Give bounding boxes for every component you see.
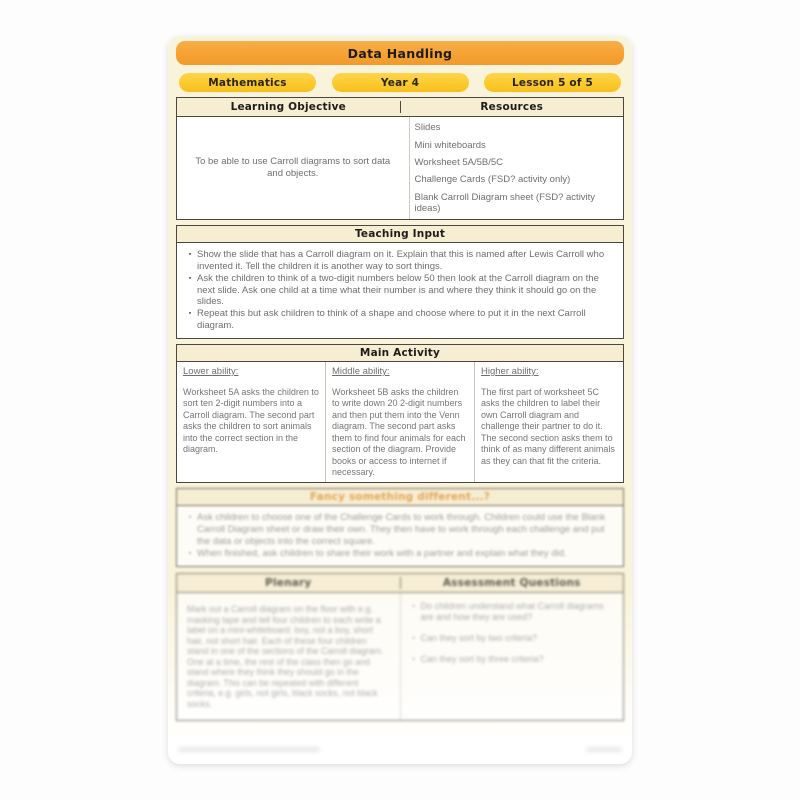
learning-objective-cell: To be able to use Carroll diagrams to sort data and objects. bbox=[195, 156, 391, 179]
meta-pills-row bbox=[176, 73, 624, 92]
list-item bbox=[183, 249, 613, 273]
resources-header: Resources bbox=[400, 101, 624, 113]
teaching-input-bullet: Repeat this but ask children to think of a shape and choose where to put it in the next Carroll diagram. bbox=[197, 308, 586, 332]
lesson-plan-page bbox=[168, 36, 632, 764]
bullet-marker-icon: ▪ bbox=[188, 550, 192, 557]
year-label: Year 4 bbox=[380, 76, 420, 89]
bullet-marker-icon: ▪ bbox=[188, 250, 192, 258]
resource-item: Slides bbox=[414, 122, 441, 134]
plenary-text: Mark out a Carroll diagram on the floor with e.g. masking tape and tell four children to each write a label on a mini-whiteboard: boy, not a boy, short hair, not short hair. Each of these four children stand in one of the sections of the Carroll diagram. One at a time, the rest of the class then go and stand where they think they should go in the diagram. This can be repeated with different criteria, e.g. girls, not girls, black socks, not black socks. bbox=[187, 604, 384, 709]
page-title-banner bbox=[176, 41, 624, 65]
bullet-marker-icon: ▪ bbox=[412, 655, 415, 663]
assessment-bullet: Do children understand what Carroll diagrams are and how they are used? bbox=[420, 601, 604, 623]
footer-blurred-text-right bbox=[586, 747, 622, 752]
teaching-input-bullet: Ask the children to think of a two-digit numbers below 50 then look at the Carroll diagram on the next slide. Ask one child at a time what their number is and where they think it should go on the slides. bbox=[197, 272, 599, 308]
assessment-questions-cell bbox=[400, 593, 624, 720]
year-pill bbox=[332, 73, 469, 92]
plenary-assessment-body-row bbox=[177, 593, 623, 720]
resource-item: Mini whiteboards bbox=[414, 139, 486, 151]
bullet-marker-icon: ▪ bbox=[188, 274, 192, 282]
plenary-assessment-section bbox=[176, 573, 624, 721]
lower-ability-column bbox=[177, 362, 325, 482]
list-item bbox=[183, 548, 613, 560]
bullet-marker-icon: ▪ bbox=[412, 634, 415, 642]
list-item bbox=[183, 308, 613, 332]
plenary-assessment-header-row bbox=[177, 574, 623, 593]
resources-cell bbox=[409, 117, 624, 219]
middle-ability-column bbox=[325, 362, 474, 482]
learning-objective-header: Learning Objective bbox=[230, 101, 346, 113]
assessment-questions-header: Assessment Questions bbox=[400, 577, 624, 589]
middle-ability-heading: Middle ability: bbox=[332, 366, 390, 377]
resource-item: Blank Carroll Diagram sheet (FSD? activity ideas) bbox=[414, 191, 596, 214]
list-item bbox=[407, 654, 618, 666]
list-item bbox=[407, 601, 618, 624]
lower-ability-text: Worksheet 5A asks the children to sort ten 2-digit numbers into a Carroll diagram. The second part asks the children to sort animals into the correct section in the diagram. bbox=[183, 387, 319, 455]
assessment-bullet: Can they sort by three criteria? bbox=[420, 653, 544, 664]
lower-ability-heading: Lower ability: bbox=[183, 366, 239, 377]
plenary-header: Plenary bbox=[265, 577, 312, 589]
objective-resources-table bbox=[176, 97, 624, 220]
subject-pill bbox=[179, 73, 316, 92]
teaching-input-bullet: Show the slide that has a Carroll diagram on it. Explain that this is named after Lewis Carroll who invented it. Tell the children it is another way to sort things. bbox=[197, 248, 605, 272]
bullet-marker-icon: ▪ bbox=[188, 514, 192, 522]
teaching-input-title: Teaching Input bbox=[354, 227, 446, 240]
main-activity-header bbox=[177, 345, 623, 362]
bullet-marker-icon: ▪ bbox=[188, 310, 192, 318]
objective-resources-body-row bbox=[177, 117, 623, 219]
fancy-header bbox=[177, 489, 623, 506]
lesson-pill bbox=[484, 73, 621, 92]
fancy-bullet: When finished, ask children to share their work with a partner and explain what they did. bbox=[197, 548, 567, 559]
teaching-input-body bbox=[177, 243, 623, 338]
lesson-label: Lesson 5 of 5 bbox=[512, 76, 593, 89]
higher-ability-text: The first part of worksheet 5C asks the children to label their own Carroll diagram and challenge their partner to do it. The second section asks them to think of as many different animals as they can that fit the criteria. bbox=[481, 387, 615, 466]
main-activity-section bbox=[176, 344, 624, 483]
subject-label: Mathematics bbox=[208, 76, 287, 89]
middle-ability-text: Worksheet 5B asks the children to write down 20 2-digit numbers and then put them into the Venn diagram. The second part asks them to find four animals for each section of the diagram. Provide books or access to internet if necessary. bbox=[332, 387, 466, 477]
list-item bbox=[407, 633, 618, 645]
objective-resources-header-row bbox=[177, 98, 623, 117]
higher-ability-heading: Higher ability: bbox=[481, 366, 539, 377]
teaching-input-header bbox=[177, 226, 623, 243]
higher-ability-column bbox=[474, 362, 623, 482]
list-item bbox=[183, 273, 613, 309]
resource-item: Challenge Cards (FSD? activity only) bbox=[414, 174, 571, 186]
teaching-input-section bbox=[176, 225, 624, 339]
fancy-title: Fancy something different...? bbox=[309, 491, 491, 504]
fancy-body bbox=[177, 506, 623, 566]
plenary-cell bbox=[177, 593, 400, 720]
page-title: Data Handling bbox=[347, 45, 453, 61]
footer-blurred-text-left bbox=[178, 747, 320, 752]
main-activity-title: Main Activity bbox=[359, 347, 441, 359]
main-activity-body bbox=[177, 362, 623, 482]
fancy-bullet: Ask children to choose one of the Challenge Cards to work through. Children could use the Blank Carroll Diagram sheet or draw their own. They then have to work through each challenge and put the data or objects into the correct square. bbox=[197, 512, 606, 548]
list-item bbox=[183, 512, 613, 548]
assessment-bullet: Can they sort by two criteria? bbox=[420, 632, 538, 643]
fancy-something-different-section bbox=[176, 488, 624, 567]
resource-item: Worksheet 5A/5B/5C bbox=[414, 156, 504, 168]
bullet-marker-icon: ▪ bbox=[412, 603, 415, 610]
